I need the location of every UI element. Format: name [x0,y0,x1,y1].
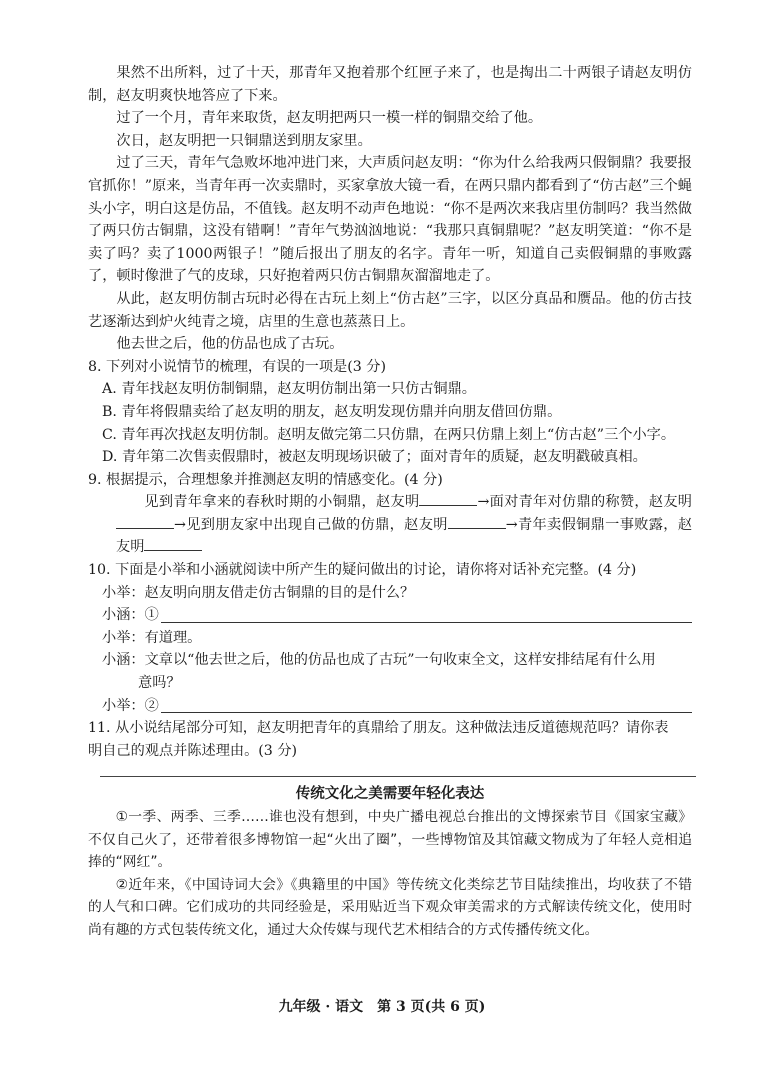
question-8-option-a[interactable]: A. 青年找赵友明仿制铜鼎，赵友明仿制出第一只仿古铜鼎。 [102,381,476,398]
section-divider [100,776,696,777]
dialogue-line-3: 小举：有道理。 [102,629,202,646]
emotion-blank-2[interactable] [116,514,174,529]
story-paragraph-2: 过了一个月，青年来取货，赵友明把两只一模一样的铜鼎交给了他。 [116,110,543,127]
answer-line-2[interactable] [161,712,692,713]
story-paragraph-4: 过了三天，青年气急败坏地冲进门来，大声质问赵友明：“你为什么给我两只假铜鼎？我要报官抓你！”原来，当青年再一次卖鼎时，买家拿放大镜一看，在两只鼎内都看到了“仿古赵”三个蝇头小字，明白这是仿品，不值钱。赵友明不动声色地说：“你不是两次来我店里仿制吗？我当然做了两只仿古铜鼎，这没有错啊！”青年气势汹汹地说：“我那只真铜鼎呢？”赵友明笑道：“你不是卖了吗？卖了1000两银子！”随后报出了朋友的名字。青年一听，知道自己卖假铜鼎的事败露了，顿时像泄了气的皮球，只好抱着两只仿古铜鼎灰溜溜地走了。 [88,155,692,285]
question-9-segment-1: 见到青年拿来的春秋时期的小铜鼎，赵友明 [144,494,420,511]
question-10 [88,559,692,717]
story-paragraph-6: 他去世之后，他的仿品也成了古玩。 [116,336,344,353]
page-footer: 九年级 · 语文 第 3 页(共 6 页) [278,999,486,1015]
dialogue-answer-2-row [88,695,692,718]
story-paragraph-1: 果然不出所料，过了十天，那青年又抱着那个红匣子来了，也是掏出二十两银子请赵友明仿制，赵友明爽快地答应了下来。 [88,65,692,104]
dialogue-line-4-cont: 意吗？ [138,675,181,692]
emotion-blank-3[interactable] [448,514,506,529]
article-title: 传统文化之美需要年轻化表达 [295,786,485,803]
question-9-segment-2: →面对青年对仿鼎的称赞，赵友明 [477,494,692,511]
question-9-segment-3: →见到朋友家中出现自己做的仿鼎，赵友明 [174,516,448,533]
dialogue-line-2: 小涵：① [102,607,159,624]
dialogue-answer-1-row [88,604,692,627]
question-8 [88,356,692,469]
dialogue-line-1: 小举：赵友明向朋友借走仿古铜鼎的目的是什么？ [102,584,415,601]
answer-line-1[interactable] [161,622,692,623]
question-9-segment-4: →青年卖假铜鼎一事败露，赵友明 [116,516,693,556]
story-paragraph-3: 次日，赵友明把一只铜鼎送到朋友家里。 [116,132,372,149]
article-section [88,783,692,941]
question-8-stem: 8. 下列对小说情节的梳理，有误的一项是(3 分) [88,358,387,375]
question-10-stem: 10. 下面是小举和小涵就阅读中所产生的疑问做出的讨论，请你将对话补充完整。(4 分) [88,562,637,579]
dialogue-line-5: 小举：② [102,697,159,714]
article-paragraph-2: ②近年来，《中国诗词大会》《典籍里的中国》等传统文化类综艺节目陆续推出，均收获了不错的人气和口碑。它们成功的共同经验是，采用贴近当下观众审美需求的方式解读传统文化，使用时尚有趣的方式包装传统文化，通过大众传媒与现代艺术相结合的方式传播传统文化。 [88,876,692,938]
question-8-option-d[interactable]: D. 青年第二次售卖假鼎时，被赵友明现场识破了；面对青年的质疑，赵友明戳破真相。 [102,449,647,466]
question-11 [88,717,692,762]
story-section [88,62,692,356]
question-11-stem: 11. 从小说结尾部分可知，赵友明把青年的真鼎给了朋友。这种做法违反道德规范吗？请你表明自己的观点并陈述理由。(3 分) [88,720,669,759]
dialogue-line-4: 小涵：文章以“他去世之后，他的仿品也成了古玩”一句收束全文，这样安排结尾有什么用 [102,652,656,669]
question-9 [88,469,692,559]
emotion-blank-1[interactable] [419,491,477,506]
article-paragraph-1: ①一季、两季、三季……谁也没有想到，中央广播电视总台推出的文博探索节目《国家宝藏》不仅自己火了，还带着很多博物馆一起“火出了圈”，一些博物馆及其馆藏文物成为了年轻人竞相追捧的“网红”。 [88,809,692,871]
question-8-option-c[interactable]: C. 青年再次找赵友明仿制。赵明友做完第二只仿鼎，在两只仿鼎上刻上“仿古赵”三个小字。 [102,426,676,443]
question-8-option-b[interactable]: B. 青年将假鼎卖给了赵友明的朋友，赵友明发现仿鼎并向朋友借回仿鼎。 [102,403,562,420]
emotion-blank-4[interactable] [144,536,202,551]
question-9-prompt [88,491,692,559]
question-9-stem: 9. 根据提示，合理想象并推测赵友明的情感变化。(4 分) [88,471,443,488]
story-paragraph-5: 从此，赵友明仿制古玩时必得在古玩上刻上“仿古赵”三字，以区分真品和赝品。他的仿古技艺逐渐达到炉火纯青之境，店里的生意也蒸蒸日上。 [88,290,692,330]
